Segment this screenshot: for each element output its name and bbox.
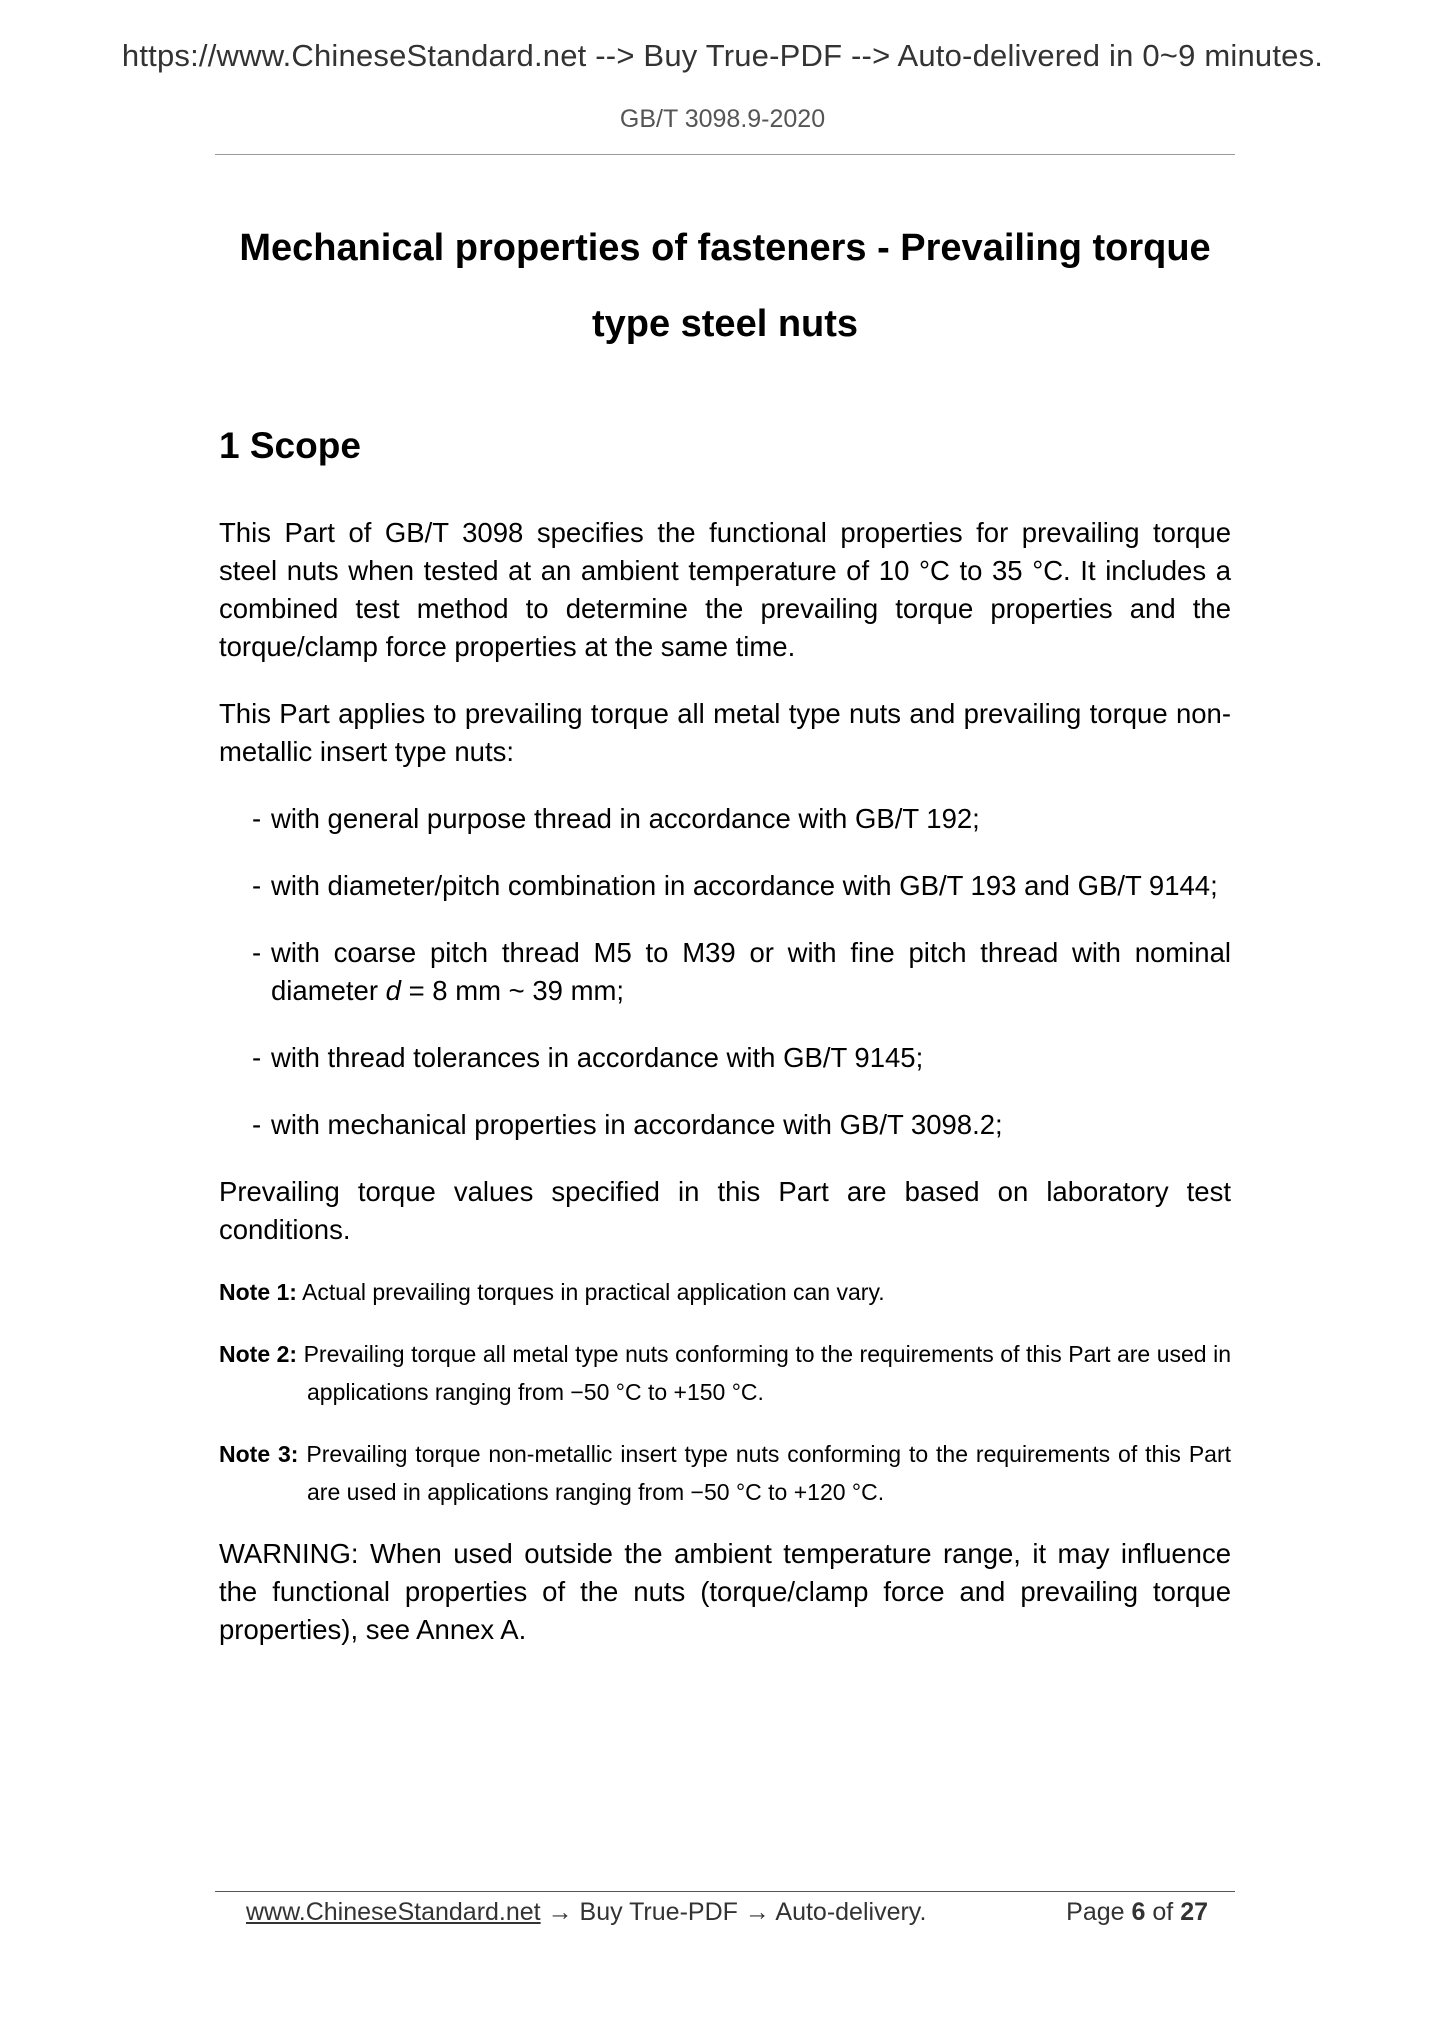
note-1 [219, 1273, 1231, 1311]
footer-site-link[interactable]: www.ChineseStandard.net [246, 1898, 541, 1926]
diameter-symbol: d [385, 975, 401, 1006]
list-item [219, 867, 1231, 905]
warning-paragraph: WARNING: When used outside the ambient temperature range, it may influence the functional properties of the nuts (torque/clamp force and prevailing torque properties), see Annex A. [219, 1538, 1231, 1645]
list-item [219, 934, 1231, 1010]
page-current: 6 [1131, 1898, 1146, 1926]
list-dash: - [252, 870, 262, 901]
list-item [219, 1106, 1231, 1144]
page-of: of [1152, 1898, 1174, 1926]
applicability-list [219, 800, 1231, 1144]
note-text: Prevailing torque all metal type nuts conforming to the requirements of this Part are used in applications ranging from −50 °C to +150 °C. [303, 1341, 1232, 1405]
list-item [219, 1039, 1231, 1077]
note-2 [219, 1335, 1231, 1411]
list-item-text-end: = 8 mm ~ 39 mm; [400, 975, 625, 1006]
paragraph-laboratory: Prevailing torque values specified in this Part are based on laboratory test conditions. [219, 1176, 1231, 1245]
title-line-2: type steel nuts [591, 303, 859, 345]
note-label: Note 2: [219, 1341, 298, 1367]
list-dash: - [252, 1042, 262, 1073]
paragraph-scope: This Part of GB/T 3098 specifies the functional properties for prevailing torque steel nuts when tested at an ambient temperature of 10 °C to 35 °C. It includes a combined test method to determine the prevailing torque properties and the torque/clamp force properties at the same time. [219, 517, 1231, 662]
paragraph-applies: This Part applies to prevailing torque all metal type nuts and prevailing torque non-metallic insert type nuts: [219, 698, 1231, 767]
list-dash: - [252, 937, 262, 968]
note-text: Prevailing torque non-metallic insert type nuts conforming to the requirements of this Part are used in applications ranging from −50 °C to +120 °C. [306, 1441, 1232, 1505]
header-divider [215, 154, 1235, 155]
list-item-text-start: with coarse pitch thread M5 to M39 or with fine pitch thread with nominal diameter [271, 937, 1231, 1006]
footer-tagline: → Buy True-PDF → Auto-delivery. [540, 1898, 927, 1926]
page-label: Page [1066, 1898, 1125, 1926]
list-item-text: with mechanical properties in accordance with GB/T 3098.2; [271, 1109, 1003, 1140]
top-banner: https://www.ChineseStandard.net --> Buy True-PDF --> Auto-delivered in 0~9 minutes. [121, 38, 1324, 73]
section-heading: 1 Scope [219, 425, 361, 466]
page-number [1066, 1896, 1208, 1928]
page-footer [246, 1896, 1216, 1928]
section-body [219, 514, 1231, 1649]
footer-divider [215, 1891, 1235, 1892]
list-item-text: with thread tolerances in accordance with GB/T 9145; [271, 1042, 924, 1073]
list-item-text: with general purpose thread in accordance with GB/T 192; [271, 803, 980, 834]
list-item [219, 800, 1231, 838]
title-line-1: Mechanical properties of fasteners - Prevailing torque [239, 227, 1211, 269]
note-label: Note 1: [219, 1279, 297, 1305]
document-title [200, 210, 1250, 362]
note-label: Note 3: [219, 1441, 299, 1467]
standard-code: GB/T 3098.9-2020 [619, 105, 826, 133]
page-total: 27 [1180, 1898, 1208, 1926]
note-text: Actual prevailing torques in practical application can vary. [302, 1279, 885, 1305]
list-item-text: with diameter/pitch combination in accordance with GB/T 193 and GB/T 9144; [271, 870, 1218, 901]
list-dash: - [252, 803, 262, 834]
list-dash: - [252, 1109, 262, 1140]
note-3 [219, 1435, 1231, 1511]
